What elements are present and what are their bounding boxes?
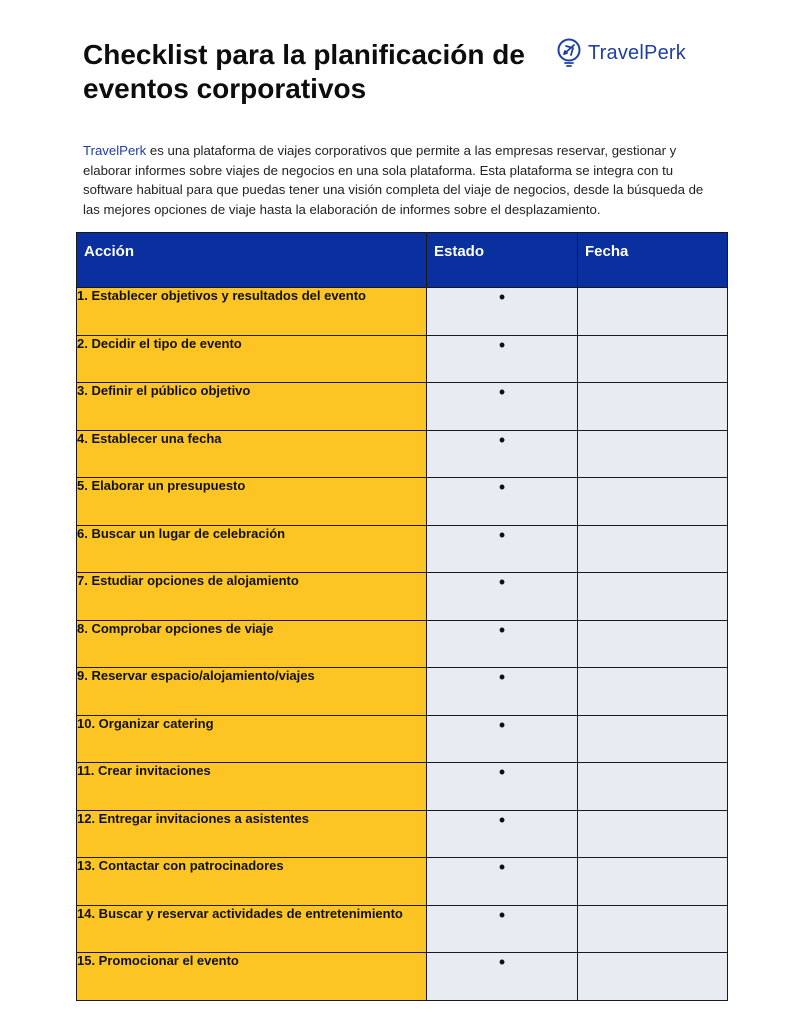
date-cell[interactable] [578,905,728,953]
date-cell[interactable] [578,620,728,668]
action-cell: 15. Promocionar el evento [77,953,427,1001]
status-bullet: • [498,619,506,640]
table-row [77,525,728,573]
status-bullet: • [498,334,506,355]
date-cell[interactable] [578,763,728,811]
table-row [77,715,728,763]
action-cell: 13. Contactar con patrocinadores [77,858,427,906]
action-cell: 8. Comprobar opciones de viaje [77,620,427,668]
date-cell[interactable] [578,383,728,431]
action-cell: 12. Entregar invitaciones a asistentes [77,810,427,858]
table-row [77,430,728,478]
column-header-date: Fecha [578,233,728,288]
status-cell[interactable] [427,810,578,858]
intro-paragraph [83,141,723,219]
status-bullet: • [498,857,506,877]
status-bullet: • [498,477,506,497]
airplane-pin-icon [556,38,582,68]
table-row [77,335,728,383]
table-row [77,668,728,716]
action-cell: 11. Crear invitaciones [77,763,427,811]
status-bullet: • [498,572,506,592]
table-row [77,763,728,811]
action-cell: 9. Reservar espacio/alojamiento/viajes [77,668,427,716]
action-cell: 14. Buscar y reservar actividades de entretenimiento [77,905,427,953]
checklist-body [77,288,728,1001]
status-cell[interactable] [427,430,578,478]
date-cell[interactable] [578,573,728,621]
table-row [77,288,728,336]
date-cell[interactable] [578,953,728,1001]
date-cell[interactable] [578,430,728,478]
action-cell: 6. Buscar un lugar de celebración [77,525,427,573]
logo-text: TravelPerk [588,41,686,64]
date-cell[interactable] [578,335,728,383]
date-cell[interactable] [578,525,728,573]
action-cell: 4. Establecer una fecha [77,430,427,478]
action-cell: 7. Estudiar opciones de alojamiento [77,573,427,621]
status-bullet: • [498,429,506,450]
action-cell: 2. Decidir el tipo de evento [77,335,427,383]
table-row [77,905,728,953]
status-cell[interactable] [427,335,578,383]
status-cell[interactable] [427,573,578,621]
status-bullet: • [498,762,506,782]
date-cell[interactable] [578,715,728,763]
date-cell[interactable] [578,810,728,858]
status-bullet: • [498,952,506,972]
table-row [77,383,728,431]
status-bullet: • [498,904,506,925]
action-cell: 5. Elaborar un presupuesto [77,478,427,526]
status-cell[interactable] [427,620,578,668]
table-row [77,858,728,906]
column-header-status: Estado [427,233,578,288]
table-header-row [77,233,728,288]
status-bullet: • [498,382,506,402]
date-cell[interactable] [578,288,728,336]
status-cell[interactable] [427,763,578,811]
action-cell: 10. Organizar catering [77,715,427,763]
page-title: Checklist para la planificación de eventos corporativos [83,39,525,104]
status-bullet: • [498,524,506,545]
intro-text: es una plataforma de viajes corporativos que permite a las empresas reservar, gestionar y elaborar informes sobre viajes de negocios en una sola plataforma. Esta plataforma se integra con tu software habitual para que puedas tener una visión completa del viaje de negocios, desde la búsqueda de las mejores opciones de viaje hasta la elaboración de informes sobre el desplazamiento. [83,143,704,217]
travelperk-logo [556,38,686,68]
table-row [77,810,728,858]
table-row [77,953,728,1001]
status-cell[interactable] [427,668,578,716]
status-bullet: • [498,714,506,735]
status-bullet: • [498,809,506,830]
table-row [77,620,728,668]
date-cell[interactable] [578,858,728,906]
status-cell[interactable] [427,288,578,336]
action-cell: 3. Definir el público objetivo [77,383,427,431]
checklist-table [76,232,728,1001]
status-cell[interactable] [427,953,578,1001]
status-cell[interactable] [427,525,578,573]
status-cell[interactable] [427,478,578,526]
status-cell[interactable] [427,383,578,431]
date-cell[interactable] [578,478,728,526]
status-bullet: • [498,667,506,687]
status-bullet: • [498,287,506,307]
action-cell: 1. Establecer objetivos y resultados del evento [77,288,427,336]
status-cell[interactable] [427,715,578,763]
table-row [77,573,728,621]
status-cell[interactable] [427,905,578,953]
date-cell[interactable] [578,668,728,716]
brand-link[interactable]: TravelPerk [83,143,147,158]
status-cell[interactable] [427,858,578,906]
table-row [77,478,728,526]
column-header-action: Acción [77,233,427,288]
